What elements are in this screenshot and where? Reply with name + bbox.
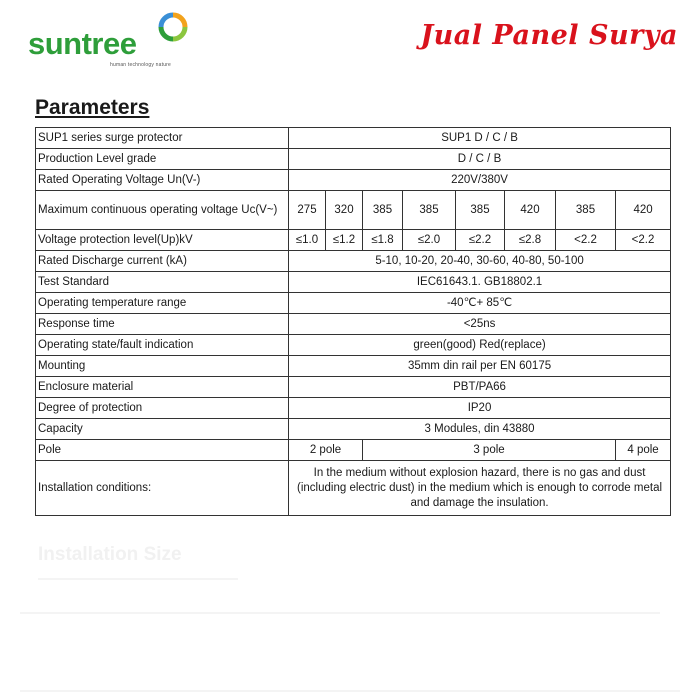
row-label: Degree of protection (36, 398, 289, 419)
row-label: Enclosure material (36, 377, 289, 398)
table-row (36, 191, 671, 230)
divider (20, 612, 660, 614)
row-value: In the medium without explosion hazard, there is no gas and dust (including electric dust) in the medium which is enough to corrode metal and damage the insulation. (289, 461, 671, 516)
logo-tagline: human technology nature (110, 62, 172, 68)
row-value: 385 (403, 191, 456, 230)
table-row (36, 398, 671, 419)
row-label: Rated Operating Voltage Un(V-) (36, 170, 289, 191)
row-value: 5-10, 10-20, 20-40, 30-60, 40-80, 50-100 (289, 251, 671, 272)
table-row (36, 419, 671, 440)
row-label: Test Standard (36, 272, 289, 293)
row-value: ≤2.0 (403, 230, 456, 251)
faded-section (0, 530, 700, 700)
section-title: Parameters (35, 96, 150, 119)
row-value: IP20 (289, 398, 671, 419)
row-value: -40℃+ 85℃ (289, 293, 671, 314)
table-row (36, 170, 671, 191)
row-value: <2.2 (616, 230, 671, 251)
row-value: D / C / B (289, 149, 671, 170)
row-value: ≤2.2 (456, 230, 505, 251)
divider (20, 690, 680, 692)
row-value: 35mm din rail per EN 60175 (289, 356, 671, 377)
row-value: ≤2.8 (505, 230, 556, 251)
row-value: green(good) Red(replace) (289, 335, 671, 356)
table-row (36, 335, 671, 356)
row-value: 220V/380V (289, 170, 671, 191)
faded-section-title: Installation Size (38, 544, 182, 565)
row-label: Mounting (36, 356, 289, 377)
row-label: Installation conditions: (36, 461, 289, 516)
row-value: 385 (456, 191, 505, 230)
row-value: PBT/PA66 (289, 377, 671, 398)
row-value: 3 pole (363, 440, 616, 461)
row-label: Capacity (36, 419, 289, 440)
row-value: 2 pole (289, 440, 363, 461)
table-row (36, 440, 671, 461)
header (0, 0, 700, 80)
row-label: Voltage protection level(Up)kV (36, 230, 289, 251)
row-value: 420 (616, 191, 671, 230)
table-row (36, 293, 671, 314)
logo-text: suntree (28, 26, 137, 61)
row-value: ≤1.2 (326, 230, 363, 251)
suntree-logo (28, 12, 198, 70)
row-value: ≤1.8 (363, 230, 403, 251)
brand-title: Jual Panel Surya (420, 20, 678, 51)
row-value: 420 (505, 191, 556, 230)
row-label: SUP1 series surge protector (36, 128, 289, 149)
row-value: IEC61643.1. GB18802.1 (289, 272, 671, 293)
row-label: Response time (36, 314, 289, 335)
table-row (36, 377, 671, 398)
row-value: 385 (363, 191, 403, 230)
row-value: <25ns (289, 314, 671, 335)
table-row (36, 230, 671, 251)
row-label: Production Level grade (36, 149, 289, 170)
parameters-table (35, 127, 671, 516)
table-row (36, 461, 671, 516)
row-label: Maximum continuous operating voltage Uc(V~) (36, 191, 289, 230)
row-value: 275 (289, 191, 326, 230)
logo-swirl-icon (158, 12, 188, 42)
table-row (36, 272, 671, 293)
table-row (36, 356, 671, 377)
row-value: ≤1.0 (289, 230, 326, 251)
row-value: 4 pole (616, 440, 671, 461)
row-value: 385 (556, 191, 616, 230)
row-value: 320 (326, 191, 363, 230)
row-label: Rated Discharge current (kA) (36, 251, 289, 272)
row-label: Operating state/fault indication (36, 335, 289, 356)
table-row (36, 314, 671, 335)
row-label: Pole (36, 440, 289, 461)
row-value: SUP1 D / C / B (289, 128, 671, 149)
table-row (36, 128, 671, 149)
row-value: 3 Modules, din 43880 (289, 419, 671, 440)
row-value: <2.2 (556, 230, 616, 251)
table-row (36, 149, 671, 170)
table-row (36, 251, 671, 272)
divider (38, 578, 238, 580)
row-label: Operating temperature range (36, 293, 289, 314)
